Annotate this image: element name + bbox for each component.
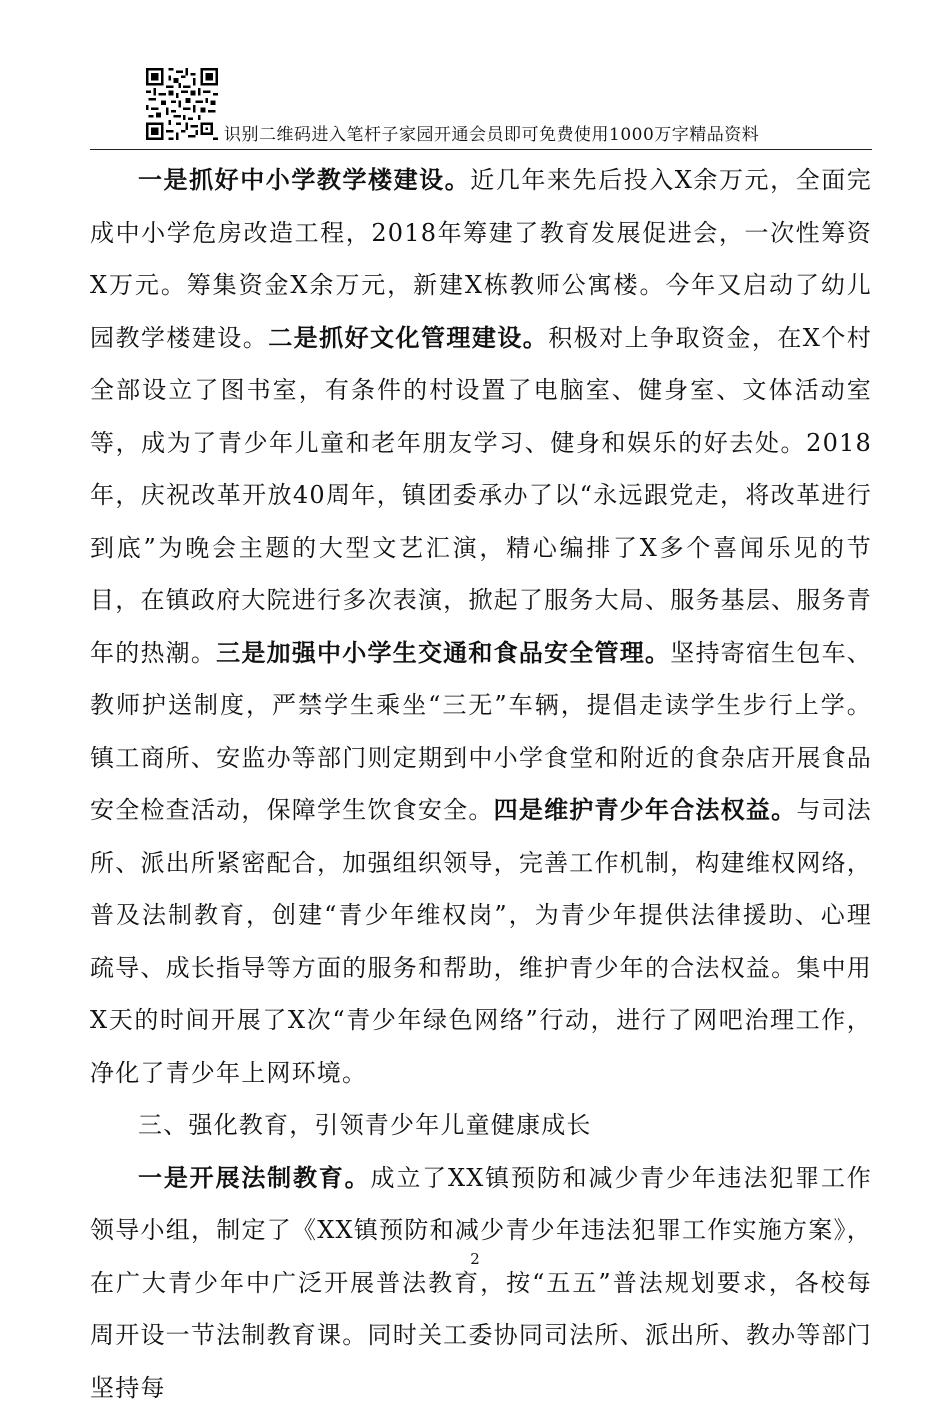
header-divider <box>90 149 872 150</box>
section-heading: 三、强化教育，引领青少年儿童健康成长 <box>90 1099 872 1152</box>
paragraph-text: 积极对上争取资金，在X个村全部设立了图书室，有条件的村设置了电脑室、健身室、文体活动室等，成为了青少年儿童和老年朋友学习、健身和娱乐的好去处。2018年，庆祝改革开放40周年，镇团委承办了以“永远跟党走，将改革进行到底”为晚会主题的大型文艺汇演，精心编排了X多个喜闻乐见的节目，在镇政府大院进行多次表演，掀起了服务大局、服务基层、服务青年的热潮。 <box>90 324 872 667</box>
paragraph-text: 坚持寄宿生包车、教师护送制度，严禁学生乘坐“三无”车辆，提倡走读学生步行上学。镇工商所、安监办等部门则定期到中小学食堂和附近的食杂店开展食品安全检查活动，保障学生饮食安全。 <box>90 639 872 825</box>
paragraph-1 <box>90 154 872 1099</box>
paragraph-text: 近几年来先后投入X余万元，全面完成中小学危房改造工程，2018年筹建了教育发展促进会，一次性筹资X万元。筹集资金X余万元，新建X栋教师公寓楼。今年又启动了幼儿园教学楼建设。 <box>90 166 872 352</box>
document-body <box>90 154 872 1414</box>
page-header <box>90 62 872 152</box>
header-promo-text: 识别二维码进入笔杆子家园开通会员即可免费使用1000万字精品资料 <box>224 120 759 145</box>
paragraph-text: 与司法所、派出所紧密配合，加强组织领导，完善工作机制，构建维权网络，普及法制教育，创建“青少年维权岗”，为青少年提供法律援助、心理疏导、成长指导等方面的服务和帮助，维护青少年的合法权益。集中用X天的时间开展了X次“青少年绿色网络”行动，进行了网吧治理工作，净化了青少年上网环境。 <box>90 796 872 1087</box>
page-number: 2 <box>0 1250 950 1268</box>
paragraph-2 <box>90 1152 872 1414</box>
bold-lead: 一是开展法制教育。 <box>138 1163 370 1192</box>
bold-lead: 一是抓好中小学教学楼建设。 <box>138 165 470 194</box>
bold-lead: 三是加强中小学生交通和食品安全管理。 <box>216 638 670 667</box>
bold-lead: 二是抓好文化管理建设。 <box>268 323 548 352</box>
qr-code-icon[interactable] <box>146 68 218 140</box>
bold-lead: 四是维护青少年合法权益。 <box>494 795 797 824</box>
paragraph-text: 成立了XX镇预防和减少青少年违法犯罪工作领导小组，制定了《XX镇预防和减少青少年违法犯罪工作实施方案》，在广大青少年中广泛开展普法教育，按“五五”普法规划要求，各校每周开设一节法制教育课。同时关工委协同司法所、派出所、教办等部门坚持每 <box>90 1164 872 1402</box>
